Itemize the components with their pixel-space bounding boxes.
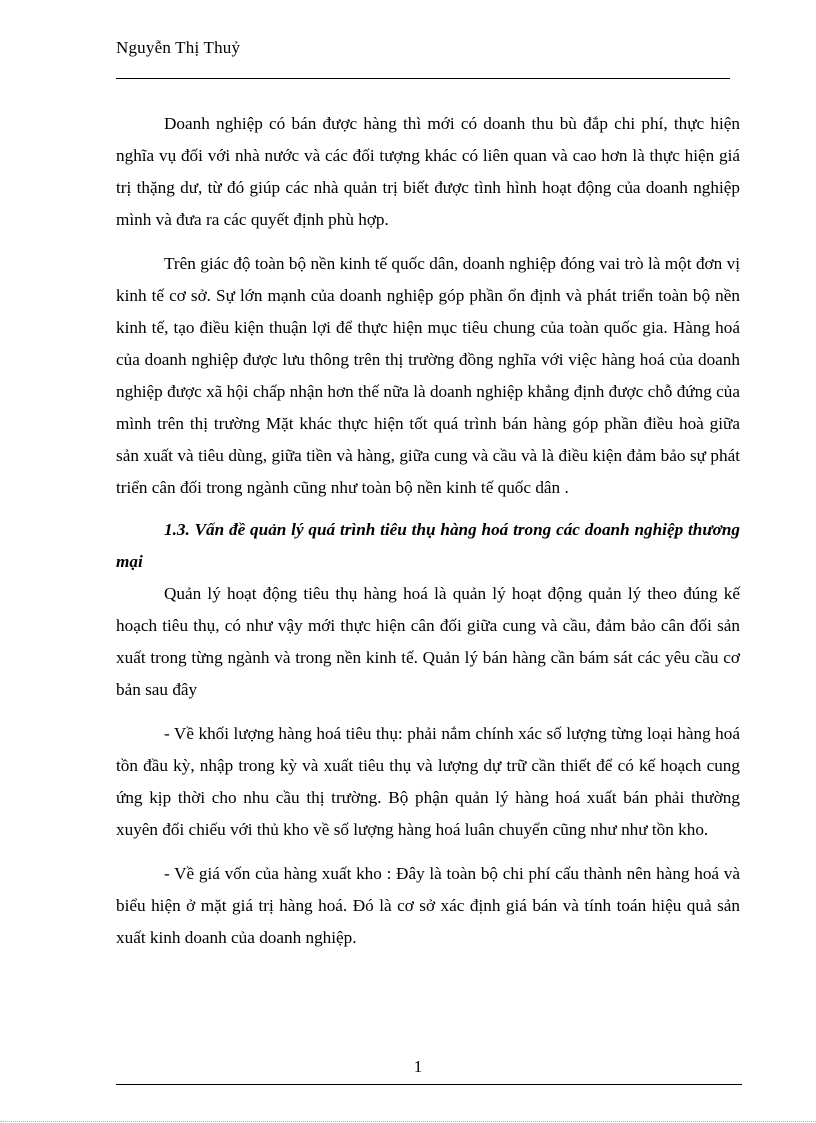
paragraph-2: Trên giác độ toàn bộ nền kinh tế quốc dân, doanh nghiệp đóng vai trò là một đơn vị kinh tế cơ sở. Sự lớn mạnh của doanh nghiệp góp phần ổn định và phát triển toàn bộ nền kinh tế, tạo điều kiện thuận lợi để thực hiện mục tiêu chung của toàn quốc gia. Hàng hoá của doanh nghiệp được lưu thông trên thị trường đồng nghĩa với việc hàng hoá của doanh nghiệp được xã hội chấp nhận hơn thế nữa là doanh nghiệp khẳng định được chỗ đứng của mình trên thị trường Mặt khác thực hiện tốt quá trình bán hàng góp phần điều hoà giữa sản xuất và tiêu dùng, giữa tiền và hàng, giữa cung và cầu và là điều kiện đảm bảo sự phát triển cân đối trong ngành cũng như toàn bộ nền kinh tế quốc dân . xyxy=(116,254,740,497)
paragraph-3: Quản lý hoạt động tiêu thụ hàng hoá là quản lý hoạt động quản lý theo đúng kế hoạch tiêu thụ, có như vậy mới thực hiện cân đối giữa cung và cầu, đảm bảo cân đối sản xuất trong từng ngành và trong nền kinh tế. Quản lý bán hàng cần bám sát các yêu cầu cơ bản sau đây xyxy=(116,584,740,699)
header-author: Nguyễn Thị Thuỷ xyxy=(116,38,241,57)
section-heading: 1.3. Vấn đề quản lý quá trình tiêu thụ hàng hoá trong các doanh nghiệp thương mại xyxy=(116,520,740,571)
footer-divider xyxy=(116,1084,742,1085)
paragraph-4: - Về khối lượng hàng hoá tiêu thụ: phải nắm chính xác số lượng từng loại hàng hoá tồn đầu kỳ, nhập trong kỳ và xuất tiêu thụ và lượng dự trữ cần thiết để có kế hoạch cung ứng kịp thời cho nhu cầu thị trường. Bộ phận quản lý hàng hoá xuất bán phải thường xuyên đối chiếu với thủ kho về số lượng hàng hoá luân chuyển cũng như như tồn kho. xyxy=(116,724,740,839)
document-body xyxy=(116,108,740,954)
paragraph-1: Doanh nghiệp có bán được hàng thì mới có doanh thu bù đắp chi phí, thực hiện nghĩa vụ đối với nhà nước và các đối tượng khác có liên quan và cao hơn là thực hiện giá trị thặng dư, từ đó giúp các nhà quản trị biết được tình hình hoạt động của doanh nghiệp mình và đưa ra các quyết định phù hợp. xyxy=(116,114,740,229)
page-edge-divider xyxy=(0,1121,816,1122)
page-number: 1 xyxy=(413,1057,423,1076)
paragraph-5: - Về giá vốn của hàng xuất kho : Đây là toàn bộ chi phí cấu thành nên hàng hoá và biểu hiện ở mặt giá trị hàng hoá. Đó là cơ sở xác định giá bán và tính toán hiệu quả sản xuất kinh doanh của doanh nghiệp. xyxy=(116,864,740,947)
header-divider xyxy=(116,78,730,79)
